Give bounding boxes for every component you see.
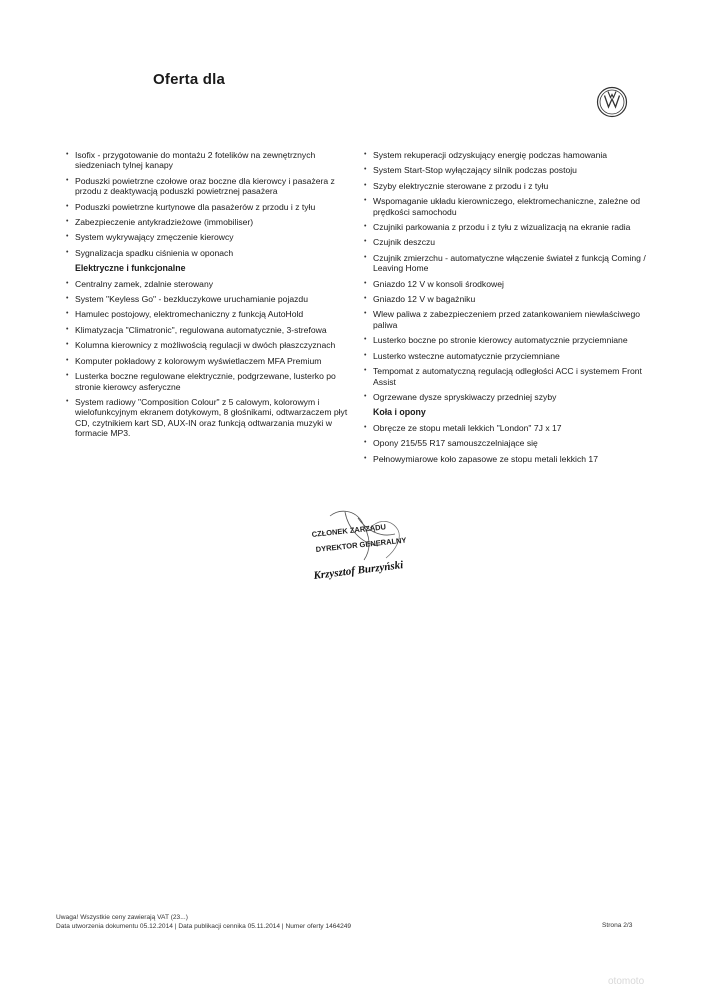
watermark: otomoto — [608, 976, 645, 987]
list-item — [362, 150, 652, 160]
bullet-icon: • — [66, 176, 69, 184]
list-item-text: Czujnik zmierzchu - automatyczne włączenie świateł z funkcją Coming / Leaving Home — [373, 252, 646, 274]
list-item — [362, 366, 652, 387]
bullet-icon: • — [66, 151, 69, 158]
bullet-icon: • — [364, 151, 367, 158]
list-item-text: Czujniki parkowania z przodu i z tyłu z wizualizacją na ekranie radia — [373, 222, 631, 233]
list-item — [362, 294, 652, 304]
bullet-icon: • — [364, 351, 367, 359]
list-item-text: Czujnik deszczu — [373, 237, 436, 248]
list-item — [64, 371, 354, 392]
list-item — [362, 181, 652, 191]
stamp-position: DYREKTOR GENERALNY — [315, 535, 407, 554]
list-item-text: Zabezpieczenie antykradzieżowe (immobiliser) — [75, 217, 254, 228]
section-heading: Elektryczne i funkcjonalne — [75, 263, 186, 274]
list-item — [64, 325, 354, 335]
bullet-icon: • — [66, 372, 69, 380]
bullet-icon: • — [66, 310, 69, 318]
bullet-icon: • — [364, 238, 367, 246]
list-item-text: Kolumna kierownicy z możliwością regulacji w dwóch płaszczyznach — [75, 340, 336, 351]
list-item — [362, 392, 652, 402]
bullet-icon: • — [66, 248, 69, 256]
list-item-text: Gniazdo 12 V w bagażniku — [373, 294, 476, 305]
list-item-text: System "Keyless Go" - bezkluczykowe uruchamianie pojazdu — [75, 294, 308, 305]
list-item — [362, 279, 652, 289]
bullet-icon: • — [364, 181, 367, 189]
list-item — [362, 423, 652, 433]
stamp-name: Krzysztof Burzyński — [312, 559, 404, 582]
list-item-text: Poduszki powietrzne czołowe oraz boczne dla kierowcy i pasażera z przodu z deaktywacją poduszki powietrznej pasażera — [75, 175, 335, 197]
bullet-icon: • — [66, 341, 69, 349]
list-item-text: Wspomaganie układu kierowniczego, elektromechaniczne, zależne od prędkości samochodu — [373, 196, 641, 217]
signature-stamp — [300, 508, 440, 593]
list-item-text: Obręcze ze stopu metali lekkich "London" 7J x 17 — [373, 422, 562, 433]
list-item-text: Gniazdo 12 V w konsoli środkowej — [373, 278, 504, 289]
list-item-text: Ogrzewane dysze spryskiwaczy przedniej szyby — [373, 391, 557, 402]
list-item — [64, 202, 354, 212]
list-item — [64, 294, 354, 304]
list-item — [362, 351, 652, 361]
bullet-icon: • — [364, 295, 367, 303]
bullet-icon: • — [364, 253, 367, 261]
list-item — [362, 222, 652, 232]
list-item — [362, 165, 652, 175]
vw-logo-icon — [596, 86, 628, 118]
page-number: Strona 2/3 — [602, 922, 633, 929]
list-item — [64, 217, 354, 227]
bullet-icon: • — [66, 202, 69, 210]
stamp-title: CZŁONEK ZARZĄDU — [311, 522, 387, 539]
bullet-icon: • — [66, 356, 69, 364]
list-item — [362, 309, 652, 330]
list-item — [64, 150, 354, 171]
bullet-icon: • — [364, 423, 367, 431]
list-item — [362, 335, 652, 345]
bullet-icon: • — [364, 367, 367, 375]
bullet-icon: • — [364, 439, 367, 447]
bullet-icon: • — [364, 279, 367, 287]
right-equipment-list — [362, 150, 652, 469]
bullet-icon: • — [364, 454, 367, 462]
list-item — [64, 356, 354, 366]
bullet-icon: • — [66, 279, 69, 287]
list-item-text: System Start-Stop wyłączający silnik podczas postoju — [373, 165, 577, 176]
list-item-text: Hamulec postojowy, elektromechaniczny z funkcją AutoHold — [75, 309, 304, 320]
footer — [56, 913, 656, 932]
list-item — [362, 438, 652, 448]
list-item — [64, 232, 354, 242]
bullet-icon: • — [364, 392, 367, 400]
list-item — [362, 196, 652, 217]
list-item-text: System rekuperacji odzyskujący energię podczas hamowania — [373, 150, 608, 160]
footer-document-info: Data utworzenia dokumentu 05.12.2014 | Data publikacji cennika 05.11.2014 | Numer oferty 1464249 — [56, 923, 352, 931]
bullet-icon: • — [364, 197, 367, 205]
list-item-text: Lusterka boczne regulowane elektrycznie, podgrzewane, lusterko po stronie kierowcy asferyczne — [75, 371, 336, 392]
bullet-icon: • — [364, 336, 367, 344]
bullet-icon: • — [364, 223, 367, 231]
page-title: Oferta dla — [153, 71, 226, 88]
list-item-text: System wykrywający zmęczenie kierowcy — [75, 232, 234, 243]
list-item-text: Centralny zamek, zdalnie sterowany — [75, 278, 214, 289]
list-item-text: Szyby elektrycznie sterowane z przodu i z tyłu — [373, 180, 549, 191]
list-item — [64, 279, 354, 289]
list-item — [362, 253, 652, 274]
list-item — [64, 176, 354, 197]
list-item-text: Sygnalizacja spadku ciśnienia w oponach — [75, 247, 234, 258]
list-item — [362, 237, 652, 247]
bullet-icon: • — [364, 310, 367, 318]
bullet-icon: • — [364, 166, 367, 174]
bullet-icon: • — [66, 397, 69, 405]
list-item-text: Poduszki powietrzne kurtynowe dla pasażerów z przodu i z tyłu — [75, 201, 316, 212]
bullet-icon: • — [66, 325, 69, 333]
list-item-text: Wlew paliwa z zabezpieczeniem przed zatankowaniem niewłaściwego paliwa — [373, 309, 641, 330]
list-item-text: Pełnowymiarowe koło zapasowe ze stopu metali lekkich 17 — [373, 453, 598, 464]
bullet-icon: • — [66, 218, 69, 226]
list-item-text: System radiowy "Composition Colour" z 5 calowym, kolorowym i wielofunkcyjnym ekranem dotykowym, 8 głośnikami, odtwarzaczem płyt CD, czytnikiem kart SD, AUX-IN oraz funkcją odtwarzania muzyki w formacie MP3. — [75, 396, 348, 439]
list-item-text: Tempomat z automatyczną regulacją odległości ACC i systemem Front Assist — [373, 366, 642, 387]
bullet-icon: • — [66, 233, 69, 241]
list-item-text: Klimatyzacja "Climatronic", regulowana automatycznie, 3-strefowa — [75, 324, 327, 335]
list-item-text: Isofix - przygotowanie do montażu 2 fotelików na zewnętrznych siedzeniach tylnej kanapy — [75, 150, 316, 171]
list-item — [64, 397, 354, 439]
left-equipment-list — [64, 150, 354, 444]
list-item-text: Lusterko boczne po stronie kierowcy automatycznie przyciemniane — [373, 335, 628, 346]
list-item — [64, 340, 354, 350]
section-heading: Koła i opony — [373, 407, 426, 418]
list-item-text: Lusterko wsteczne automatycznie przyciemniane — [373, 350, 560, 361]
list-item — [64, 309, 354, 319]
list-item-text: Komputer pokładowy z kolorowym wyświetlaczem MFA Premium — [75, 355, 322, 366]
bullet-icon: • — [66, 295, 69, 303]
footer-vat-note: Uwaga! Wszystkie ceny zawierają VAT (23...) — [56, 914, 188, 921]
list-item-text: Opony 215/55 R17 samouszczelniające się — [373, 438, 538, 449]
list-item — [64, 248, 354, 258]
list-item — [362, 454, 652, 464]
